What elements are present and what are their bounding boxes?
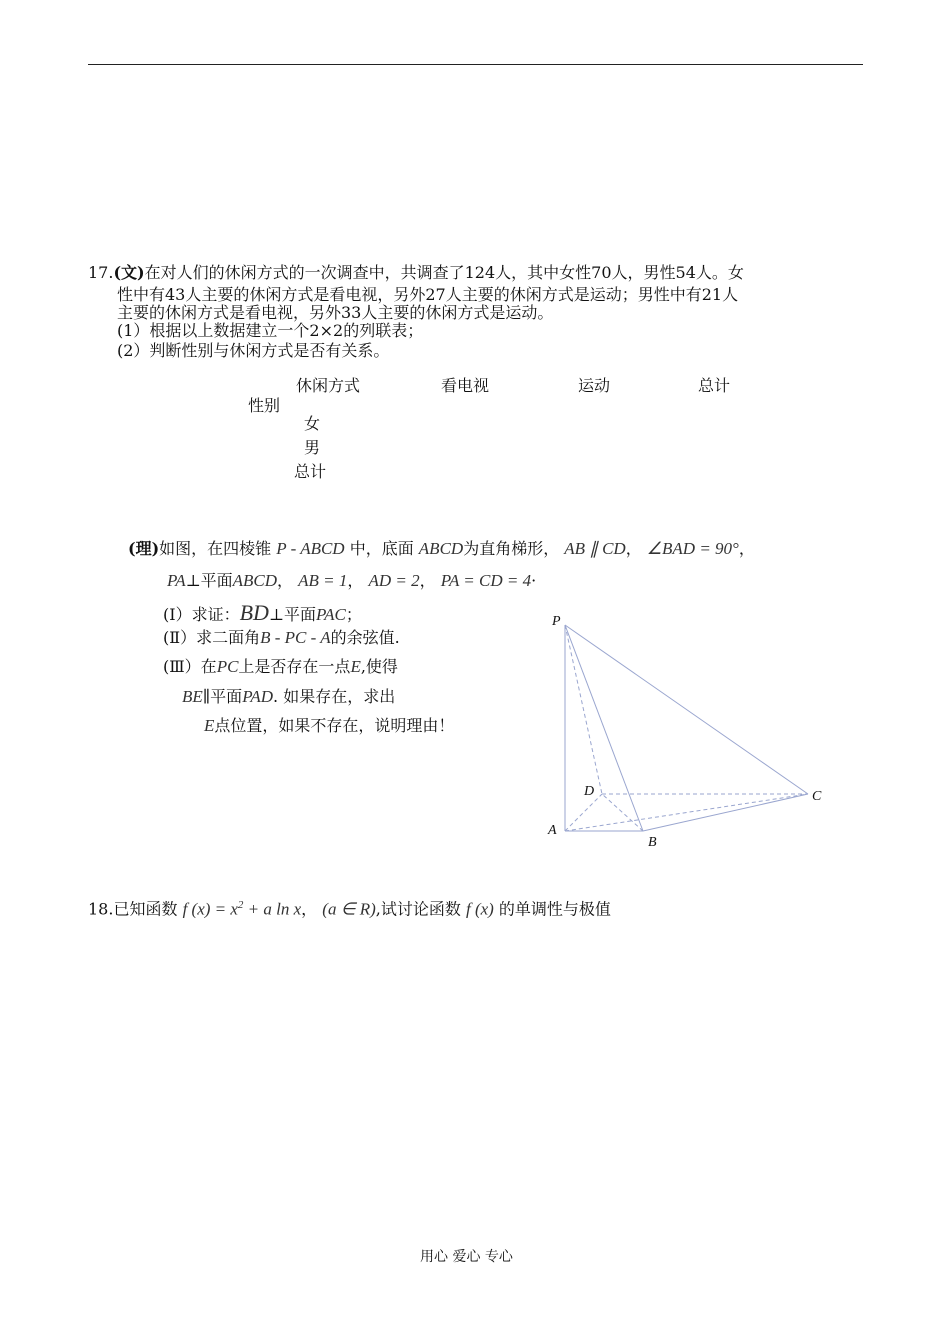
li-q2 bbox=[163, 628, 400, 648]
q18-text: ,试讨论函数 bbox=[375, 899, 461, 919]
li-text: ⊥平面 bbox=[185, 571, 233, 590]
q18-text: 的单调性与极值 bbox=[498, 899, 611, 919]
math-pa: PA bbox=[167, 571, 186, 590]
li-text: ， bbox=[738, 539, 755, 558]
math-pc: PC bbox=[216, 657, 239, 676]
li-text: 点位置，如果不存在，说明理由！ bbox=[214, 716, 455, 735]
li-text: ， bbox=[347, 571, 364, 590]
math-pyramid: P - ABCD bbox=[276, 539, 345, 558]
math-pad: PAD bbox=[242, 687, 274, 706]
math-base: ABCD bbox=[418, 539, 464, 558]
edge-pc bbox=[565, 625, 808, 794]
edge-ac bbox=[565, 794, 808, 831]
li-text: 上是否存在一点 bbox=[238, 657, 351, 676]
math-exp: 2 bbox=[237, 899, 244, 911]
li-text: ,使得 bbox=[360, 657, 398, 676]
q18-number: 18. bbox=[88, 899, 114, 919]
q17-item2: (2）判断性别与休闲方式是否有关系。 bbox=[117, 341, 390, 360]
label-c: C bbox=[812, 789, 822, 804]
q17-item1: (1）根据以上数据建立一个2×2的列联表； bbox=[117, 321, 424, 340]
math-e2: E bbox=[204, 716, 215, 735]
q17-number: 17. bbox=[88, 263, 114, 282]
li-text: ， bbox=[419, 571, 436, 590]
q17-line3: 主要的休闲方式是看电视，另外33人主要的休闲方式是运动。 bbox=[117, 303, 554, 322]
question-18 bbox=[88, 899, 611, 920]
math-ad: AD = 2 bbox=[368, 571, 420, 590]
math-cond: (a ∈ R) bbox=[322, 899, 376, 919]
table-col-total: 总计 bbox=[698, 376, 731, 395]
table-corner-top: 休闲方式 bbox=[296, 376, 361, 395]
li-text: ， bbox=[277, 571, 294, 590]
li-line1 bbox=[128, 539, 755, 559]
li-text: ⊥平面 bbox=[268, 605, 316, 624]
math-pac: PAC bbox=[315, 605, 346, 624]
table-corner-bottom: 性别 bbox=[248, 396, 281, 415]
edge-bc bbox=[643, 794, 808, 831]
math-func: f (x) = x bbox=[182, 899, 238, 919]
label-d: D bbox=[584, 784, 595, 799]
math-angle: ∠BAD = 90° bbox=[646, 539, 739, 558]
li-q3-cont bbox=[182, 687, 395, 707]
q18-text: 已知函数 bbox=[113, 899, 178, 919]
li-text: ； bbox=[345, 605, 362, 624]
math-func2: + a ln x bbox=[243, 899, 302, 919]
li-text: ， bbox=[625, 539, 642, 558]
label-p: P bbox=[552, 614, 561, 629]
li-q2-label: (Ⅱ）求二面角 bbox=[163, 628, 261, 647]
math-abcd: ABCD bbox=[232, 571, 278, 590]
li-text: · bbox=[531, 571, 537, 590]
li-q3-label: (Ⅲ）在 bbox=[163, 657, 217, 676]
edge-pd bbox=[565, 625, 602, 794]
edge-ad bbox=[565, 794, 602, 831]
math-pa-cd: PA = CD = 4 bbox=[440, 571, 532, 590]
q18-text: ， bbox=[301, 899, 318, 919]
math-parallel: AB ∥ CD bbox=[564, 539, 626, 558]
li-line2 bbox=[167, 571, 536, 591]
table-row-female: 女 bbox=[304, 414, 321, 433]
table-row-total: 总计 bbox=[294, 462, 327, 481]
li-text: 为直角梯形， bbox=[463, 539, 560, 558]
math-bd: BD bbox=[239, 600, 269, 625]
li-q3 bbox=[163, 657, 398, 677]
header-rule bbox=[88, 64, 863, 65]
math-dihedral: B - PC - A bbox=[260, 628, 331, 647]
math-func3: f (x) bbox=[465, 899, 494, 919]
q17-line2: 性中有43人主要的休闲方式是看电视，另外27人主要的休闲方式是运动；男性中有21人 bbox=[117, 285, 739, 304]
li-q1 bbox=[163, 600, 362, 626]
math-ab: AB = 1 bbox=[298, 571, 348, 590]
page-footer: 用心 爱心 专心 bbox=[420, 1249, 513, 1265]
math-be: BE bbox=[182, 687, 203, 706]
edge-pb bbox=[565, 625, 643, 831]
edge-bd bbox=[602, 794, 643, 831]
q17-line1: 在对人们的休闲方式的一次调查中，共调查了124人，其中女性70人，男性54人。女 bbox=[144, 263, 744, 282]
table-col-tv: 看电视 bbox=[441, 376, 490, 395]
li-q1-label: (Ⅰ）求证： bbox=[163, 605, 240, 624]
li-text: 如图，在四棱锥 bbox=[159, 539, 272, 558]
math-e: E bbox=[350, 657, 361, 676]
label-a: A bbox=[548, 823, 557, 838]
q17-wen-tag: (文) bbox=[113, 263, 145, 282]
li-tag: (理) bbox=[128, 539, 160, 558]
table-col-sport: 运动 bbox=[578, 376, 611, 395]
pyramid-figure bbox=[540, 605, 840, 855]
question-17 bbox=[88, 262, 866, 362]
li-text: 的余弦值. bbox=[330, 628, 400, 647]
li-text: . 如果存在，求出 bbox=[273, 687, 396, 706]
table-row-male: 男 bbox=[304, 438, 321, 457]
li-text: ∥平面 bbox=[202, 687, 243, 706]
li-text: 中，底面 bbox=[349, 539, 414, 558]
li-q3-last bbox=[204, 716, 454, 736]
label-b: B bbox=[648, 835, 657, 850]
